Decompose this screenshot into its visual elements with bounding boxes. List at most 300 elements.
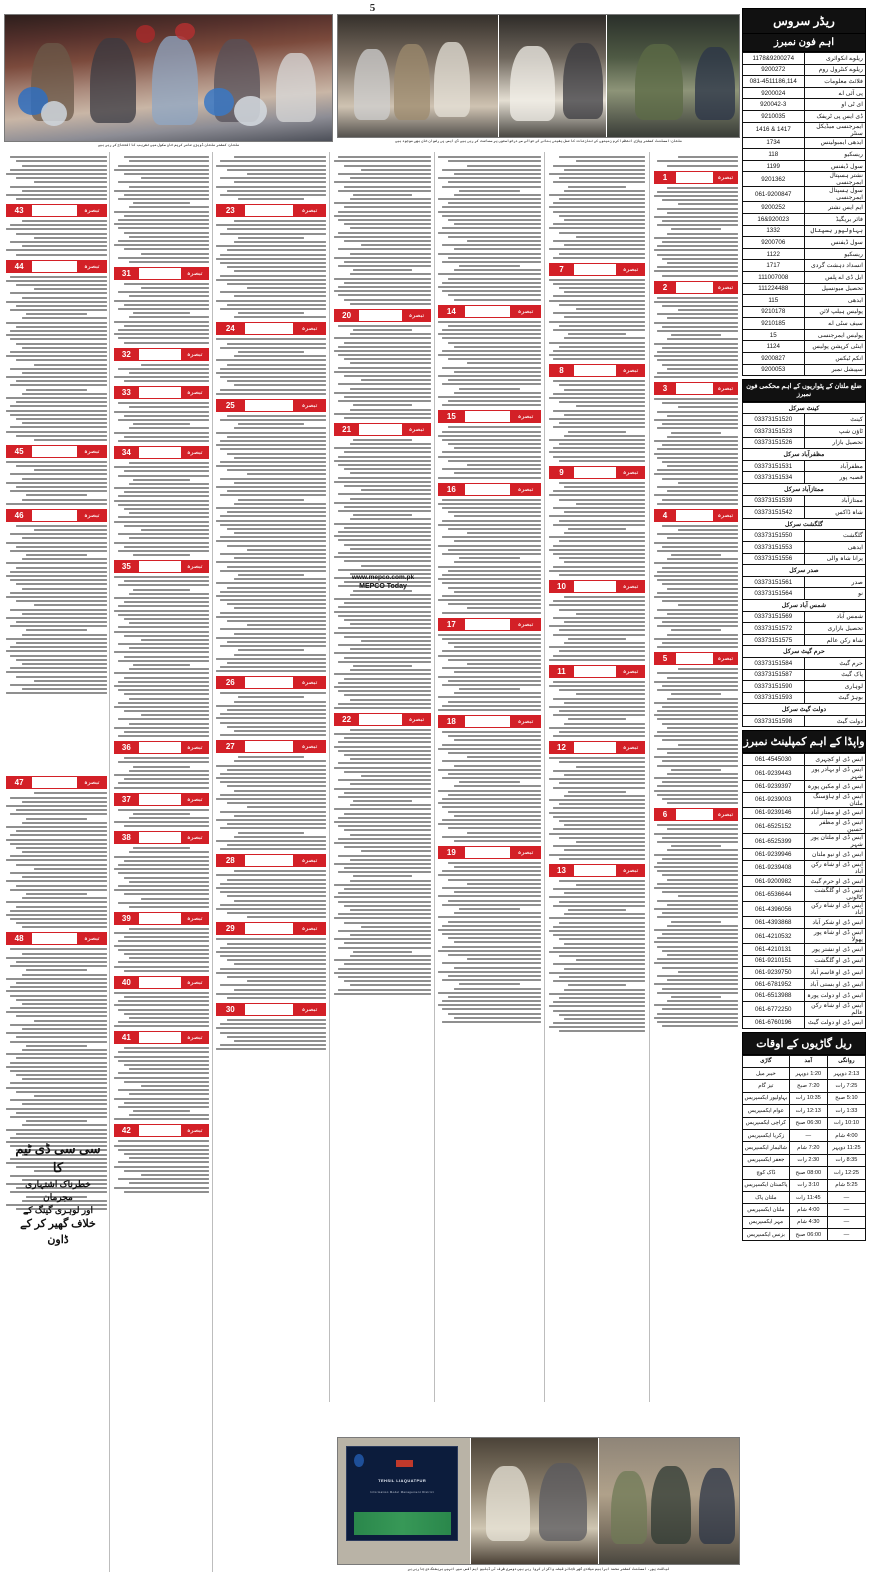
text-line bbox=[16, 254, 107, 256]
text-line bbox=[227, 959, 326, 961]
text-line bbox=[114, 651, 209, 653]
article-body-text bbox=[114, 402, 209, 442]
train-arrival: 3:10 رات bbox=[789, 1179, 827, 1191]
text-line bbox=[350, 623, 431, 625]
text-line bbox=[124, 194, 210, 196]
text-line bbox=[118, 1149, 209, 1151]
patwari-number: 03373151556 bbox=[743, 553, 805, 565]
train-row bbox=[743, 1067, 866, 1079]
article-headline-bar[interactable] bbox=[6, 776, 107, 789]
train-row bbox=[743, 1154, 866, 1166]
text-line bbox=[662, 567, 738, 569]
text-line bbox=[22, 1103, 107, 1105]
wapda-row bbox=[743, 929, 866, 944]
article-body-text bbox=[549, 279, 645, 361]
article-body-text bbox=[216, 220, 326, 318]
article-headline-bar[interactable] bbox=[549, 741, 645, 754]
patwari-row bbox=[743, 576, 866, 588]
wapda-label: ایس ڈی او مظفر حسین bbox=[804, 819, 866, 834]
text-line bbox=[459, 190, 521, 192]
text-line bbox=[350, 859, 431, 861]
text-line bbox=[438, 396, 541, 398]
article-headline-bar[interactable] bbox=[654, 382, 738, 395]
text-line bbox=[448, 219, 541, 221]
article-body-text bbox=[549, 681, 645, 737]
text-line bbox=[671, 228, 721, 230]
article-headline-bar[interactable] bbox=[114, 793, 209, 806]
text-line bbox=[576, 405, 645, 407]
text-line bbox=[34, 469, 107, 471]
article-headline-bar[interactable] bbox=[114, 912, 209, 925]
patwari-group-name: گلگشت سرکل bbox=[743, 518, 866, 530]
text-line bbox=[216, 874, 326, 876]
text-line bbox=[114, 487, 209, 489]
text-line bbox=[118, 584, 209, 586]
text-line bbox=[559, 761, 645, 763]
text-line bbox=[353, 514, 411, 516]
article-headline-bar[interactable] bbox=[6, 204, 107, 217]
text-line bbox=[662, 706, 738, 708]
text-line bbox=[438, 634, 541, 636]
text-line bbox=[448, 701, 541, 703]
text-line bbox=[353, 329, 411, 331]
text-line bbox=[657, 992, 738, 994]
article-headline-bar[interactable] bbox=[6, 260, 107, 273]
headline-gap bbox=[465, 410, 510, 423]
text-line bbox=[118, 219, 209, 221]
patwari-label: شمس آباد bbox=[804, 611, 866, 623]
train-row bbox=[743, 1080, 866, 1092]
article-headline-bar[interactable] bbox=[438, 846, 541, 859]
text-line bbox=[454, 194, 541, 196]
article-headline-bar[interactable] bbox=[216, 1003, 326, 1016]
headline-gap bbox=[139, 1031, 181, 1044]
text-line bbox=[549, 354, 645, 356]
text-line bbox=[438, 895, 541, 897]
text-line bbox=[344, 375, 431, 377]
article-headline-bar[interactable] bbox=[114, 1124, 209, 1137]
article-headline-bar[interactable] bbox=[216, 204, 326, 217]
phone-number: 1332 bbox=[743, 225, 805, 237]
text-line bbox=[133, 202, 190, 204]
article-headline-bar[interactable] bbox=[334, 713, 431, 726]
text-line bbox=[10, 309, 107, 311]
text-line bbox=[118, 1072, 209, 1074]
phone-row bbox=[743, 318, 866, 330]
text-line bbox=[6, 826, 107, 828]
article-tag: تبصرہ bbox=[616, 364, 645, 377]
article-headline-bar[interactable] bbox=[438, 483, 541, 496]
text-line bbox=[344, 636, 431, 638]
text-line bbox=[338, 456, 431, 458]
text-line bbox=[549, 972, 645, 974]
article-number: 2 bbox=[654, 281, 676, 294]
text-line bbox=[671, 996, 721, 998]
text-line bbox=[234, 900, 326, 902]
text-line bbox=[459, 388, 521, 390]
train-arrival: 1:20 دوپہر bbox=[789, 1067, 827, 1079]
headline-gap bbox=[359, 309, 402, 322]
text-line bbox=[227, 785, 326, 787]
patwari-number: 03373151542 bbox=[743, 507, 805, 519]
text-line bbox=[438, 232, 541, 234]
text-line bbox=[549, 833, 645, 835]
text-line bbox=[654, 596, 738, 598]
text-line bbox=[124, 936, 210, 938]
patwari-group-row bbox=[743, 646, 866, 658]
text-line bbox=[16, 659, 107, 661]
wapda-row bbox=[743, 819, 866, 834]
text-line bbox=[118, 308, 209, 310]
text-line bbox=[334, 535, 431, 537]
article-headline-bar[interactable] bbox=[549, 580, 645, 593]
article-number: 26 bbox=[216, 676, 245, 689]
article-headline-bar[interactable] bbox=[216, 676, 326, 689]
text-line bbox=[220, 591, 326, 593]
article-headline-bar[interactable] bbox=[114, 1031, 209, 1044]
text-line bbox=[234, 503, 326, 505]
text-line bbox=[220, 968, 326, 970]
text-line bbox=[338, 173, 431, 175]
text-line bbox=[438, 599, 541, 601]
text-line bbox=[129, 668, 209, 670]
text-line bbox=[141, 1174, 209, 1176]
text-line bbox=[234, 355, 326, 357]
text-line bbox=[227, 844, 326, 846]
text-line bbox=[10, 1007, 107, 1009]
article-headline-bar[interactable] bbox=[216, 922, 326, 935]
text-line bbox=[448, 921, 541, 923]
article-number: 47 bbox=[6, 776, 32, 789]
article-body-text bbox=[114, 462, 209, 556]
text-line bbox=[16, 847, 107, 849]
text-line bbox=[344, 602, 431, 604]
text-line bbox=[667, 727, 738, 729]
text-line bbox=[344, 678, 431, 680]
text-line bbox=[133, 423, 190, 425]
phone-label: سول ڈیفنس bbox=[804, 160, 866, 172]
text-line bbox=[10, 995, 107, 997]
article-body-text bbox=[114, 1140, 209, 1192]
text-line bbox=[10, 276, 107, 278]
text-line bbox=[6, 461, 107, 463]
article-headline-bar[interactable] bbox=[216, 322, 326, 335]
text-line bbox=[216, 465, 326, 467]
text-line bbox=[553, 926, 645, 928]
text-line bbox=[124, 156, 210, 158]
text-line bbox=[350, 409, 431, 411]
text-line bbox=[6, 376, 107, 378]
text-line bbox=[16, 435, 107, 437]
text-line bbox=[247, 549, 326, 551]
article-headline-bar[interactable] bbox=[114, 348, 209, 361]
article-headline-bar[interactable] bbox=[549, 665, 645, 678]
text-line bbox=[141, 364, 209, 366]
article-tag: تبصرہ bbox=[293, 399, 326, 412]
text-line bbox=[438, 503, 541, 505]
text-line bbox=[549, 993, 645, 995]
text-line bbox=[564, 244, 645, 246]
headline-gap bbox=[465, 618, 510, 631]
text-line bbox=[678, 895, 738, 897]
text-line bbox=[338, 539, 431, 541]
text-line bbox=[118, 809, 209, 811]
text-line bbox=[22, 822, 107, 824]
article-tag: تبصرہ bbox=[181, 348, 210, 361]
patwari-number: 03373151520 bbox=[743, 414, 805, 426]
text-line bbox=[549, 646, 645, 648]
text-line bbox=[16, 1112, 107, 1114]
text-line bbox=[129, 462, 209, 464]
text-line bbox=[549, 342, 645, 344]
text-line bbox=[234, 270, 326, 272]
text-line bbox=[344, 829, 431, 831]
text-line bbox=[124, 1064, 210, 1066]
text-line bbox=[216, 520, 326, 522]
text-line bbox=[438, 916, 541, 918]
article-headline-bar[interactable] bbox=[654, 281, 738, 294]
phone-row bbox=[743, 172, 866, 187]
article-headline-bar[interactable] bbox=[549, 864, 645, 877]
text-line bbox=[124, 380, 210, 382]
text-line bbox=[350, 388, 431, 390]
text-line bbox=[564, 943, 645, 945]
text-line bbox=[124, 1013, 210, 1015]
text-line bbox=[564, 1018, 645, 1020]
article-headline-bar[interactable] bbox=[549, 263, 645, 276]
article-number: 38 bbox=[114, 831, 139, 844]
text-line bbox=[334, 236, 431, 238]
text-line bbox=[448, 1013, 541, 1015]
patwari-row bbox=[743, 460, 866, 472]
article-headline-bar[interactable] bbox=[216, 854, 326, 867]
article-headline-bar[interactable] bbox=[549, 364, 645, 377]
text-line bbox=[549, 227, 645, 229]
mepco-website[interactable]: www.mepco.com.pk bbox=[351, 574, 415, 581]
article-headline-bar[interactable] bbox=[216, 399, 326, 412]
text-line bbox=[6, 249, 107, 251]
text-line bbox=[338, 346, 431, 348]
article-headline-bar[interactable] bbox=[114, 386, 209, 399]
text-line bbox=[220, 645, 326, 647]
text-line bbox=[654, 343, 738, 345]
article-headline-bar[interactable] bbox=[114, 741, 209, 754]
text-line bbox=[118, 1051, 209, 1053]
text-line bbox=[216, 582, 326, 584]
text-line bbox=[216, 186, 326, 188]
text-line bbox=[442, 574, 541, 576]
text-line bbox=[553, 257, 645, 259]
text-line bbox=[553, 828, 645, 830]
text-line bbox=[6, 562, 107, 564]
text-line bbox=[438, 477, 541, 479]
text-line bbox=[220, 666, 326, 668]
article-headline-bar[interactable] bbox=[549, 466, 645, 479]
article-headline-bar[interactable] bbox=[216, 740, 326, 753]
article-tag: تبصرہ bbox=[293, 740, 326, 753]
text-line bbox=[549, 206, 645, 208]
text-line bbox=[6, 859, 107, 861]
text-line bbox=[216, 670, 326, 672]
article-headline-bar[interactable] bbox=[6, 932, 107, 945]
article-number: 3 bbox=[654, 382, 676, 395]
text-line bbox=[549, 659, 645, 661]
text-line bbox=[10, 797, 107, 799]
text-line bbox=[559, 346, 645, 348]
text-line bbox=[667, 752, 738, 754]
text-line bbox=[234, 457, 326, 459]
headline-gap bbox=[139, 1124, 181, 1137]
article-headline-bar[interactable] bbox=[334, 423, 431, 436]
text-line bbox=[227, 641, 326, 643]
text-line bbox=[448, 400, 541, 402]
text-line bbox=[22, 801, 107, 803]
phone-row bbox=[743, 283, 866, 295]
train-name: جعفر ایکسپریس bbox=[743, 1154, 790, 1166]
text-line bbox=[344, 417, 431, 419]
text-line bbox=[344, 468, 431, 470]
article-headline-bar[interactable] bbox=[114, 267, 209, 280]
article-headline-bar[interactable] bbox=[438, 305, 541, 318]
train-name: بہاولپور ایکسپریس bbox=[743, 1092, 790, 1104]
text-line bbox=[344, 888, 431, 890]
wapda-number: 061-4396056 bbox=[743, 902, 805, 917]
text-line bbox=[118, 1000, 209, 1002]
text-line bbox=[442, 684, 541, 686]
patwari-label: شاہ ڈاکس bbox=[804, 507, 866, 519]
text-line bbox=[553, 426, 645, 428]
article-headline-bar[interactable] bbox=[6, 445, 107, 458]
patwari-label: قصبہ پور bbox=[804, 472, 866, 484]
text-line bbox=[34, 288, 107, 290]
text-line bbox=[124, 325, 210, 327]
text-line bbox=[234, 760, 326, 762]
article-headline-bar[interactable] bbox=[654, 808, 738, 821]
text-line bbox=[216, 595, 326, 597]
text-line bbox=[338, 968, 431, 970]
text-line bbox=[657, 533, 738, 535]
article-headline-bar[interactable] bbox=[654, 171, 738, 184]
text-line bbox=[667, 879, 738, 881]
article-headline-bar[interactable] bbox=[654, 652, 738, 665]
text-line bbox=[118, 902, 209, 904]
text-line bbox=[216, 486, 326, 488]
text-line bbox=[657, 330, 738, 332]
text-line bbox=[361, 489, 431, 491]
text-line bbox=[454, 912, 541, 914]
headline-gap bbox=[139, 912, 181, 925]
text-line bbox=[344, 846, 431, 848]
text-line bbox=[454, 392, 541, 394]
headline-gap bbox=[32, 776, 76, 789]
text-line bbox=[576, 160, 645, 162]
article-headline-bar[interactable] bbox=[114, 560, 209, 573]
text-line bbox=[227, 943, 326, 945]
phone-number: 1416 & 1417 bbox=[743, 122, 805, 137]
article-headline-bar[interactable] bbox=[334, 309, 431, 322]
text-line bbox=[141, 287, 209, 289]
headline-gap bbox=[676, 509, 713, 522]
text-line bbox=[114, 932, 209, 934]
text-line bbox=[227, 709, 326, 711]
article-headline-bar[interactable] bbox=[114, 976, 209, 989]
text-line bbox=[344, 813, 431, 815]
wapda-phones-table bbox=[742, 753, 866, 1028]
text-line bbox=[448, 278, 541, 280]
text-line bbox=[438, 354, 541, 356]
text-line bbox=[549, 757, 645, 759]
text-line bbox=[559, 557, 645, 559]
text-line bbox=[220, 478, 326, 480]
text-line bbox=[353, 665, 411, 667]
article-headline-bar[interactable] bbox=[114, 446, 209, 459]
text-line bbox=[350, 594, 431, 596]
text-line bbox=[549, 321, 645, 323]
text-line bbox=[350, 648, 431, 650]
text-line bbox=[559, 574, 645, 576]
text-line bbox=[667, 165, 738, 167]
article-number: 39 bbox=[114, 912, 139, 925]
patwari-group-name: کینٹ سرکل bbox=[743, 402, 866, 414]
text-line bbox=[549, 896, 645, 898]
text-line bbox=[442, 744, 541, 746]
text-line bbox=[6, 650, 107, 652]
text-line bbox=[438, 211, 541, 213]
text-line bbox=[553, 507, 645, 509]
text-line bbox=[141, 253, 209, 255]
article-headline-bar[interactable] bbox=[438, 715, 541, 728]
text-line bbox=[657, 672, 738, 674]
patwari-number: 03373151550 bbox=[743, 530, 805, 542]
text-line bbox=[662, 444, 738, 446]
article-number: 1 bbox=[654, 171, 676, 184]
article-headline-bar[interactable] bbox=[114, 831, 209, 844]
text-line bbox=[344, 451, 431, 453]
article-headline-bar[interactable] bbox=[438, 618, 541, 631]
text-line bbox=[220, 347, 326, 349]
text-line bbox=[227, 545, 326, 547]
patwari-phones-table bbox=[742, 402, 866, 728]
headline-gap bbox=[32, 204, 76, 217]
text-line bbox=[576, 766, 645, 768]
patwari-row bbox=[743, 623, 866, 635]
article-tag: تبصرہ bbox=[293, 1003, 326, 1016]
article-headline-bar[interactable] bbox=[654, 509, 738, 522]
text-line bbox=[667, 904, 738, 906]
column-divider bbox=[434, 152, 435, 1402]
text-line bbox=[220, 628, 326, 630]
text-line bbox=[220, 177, 326, 179]
wapda-number: 061-9239443 bbox=[743, 766, 805, 781]
text-line bbox=[657, 411, 738, 413]
text-line bbox=[34, 604, 107, 606]
text-line bbox=[657, 503, 738, 505]
text-line bbox=[16, 465, 107, 467]
article-headline-bar[interactable] bbox=[6, 509, 107, 522]
text-line bbox=[549, 917, 645, 919]
text-line bbox=[442, 946, 541, 948]
text-line bbox=[559, 782, 645, 784]
text-line bbox=[442, 439, 541, 441]
article-column-1 bbox=[6, 154, 107, 1566]
article-headline-bar[interactable] bbox=[438, 410, 541, 423]
text-line bbox=[124, 173, 210, 175]
text-line bbox=[334, 371, 431, 373]
article-number: 15 bbox=[438, 410, 465, 423]
text-line bbox=[454, 248, 541, 250]
text-line bbox=[133, 554, 190, 556]
text-line bbox=[334, 350, 431, 352]
